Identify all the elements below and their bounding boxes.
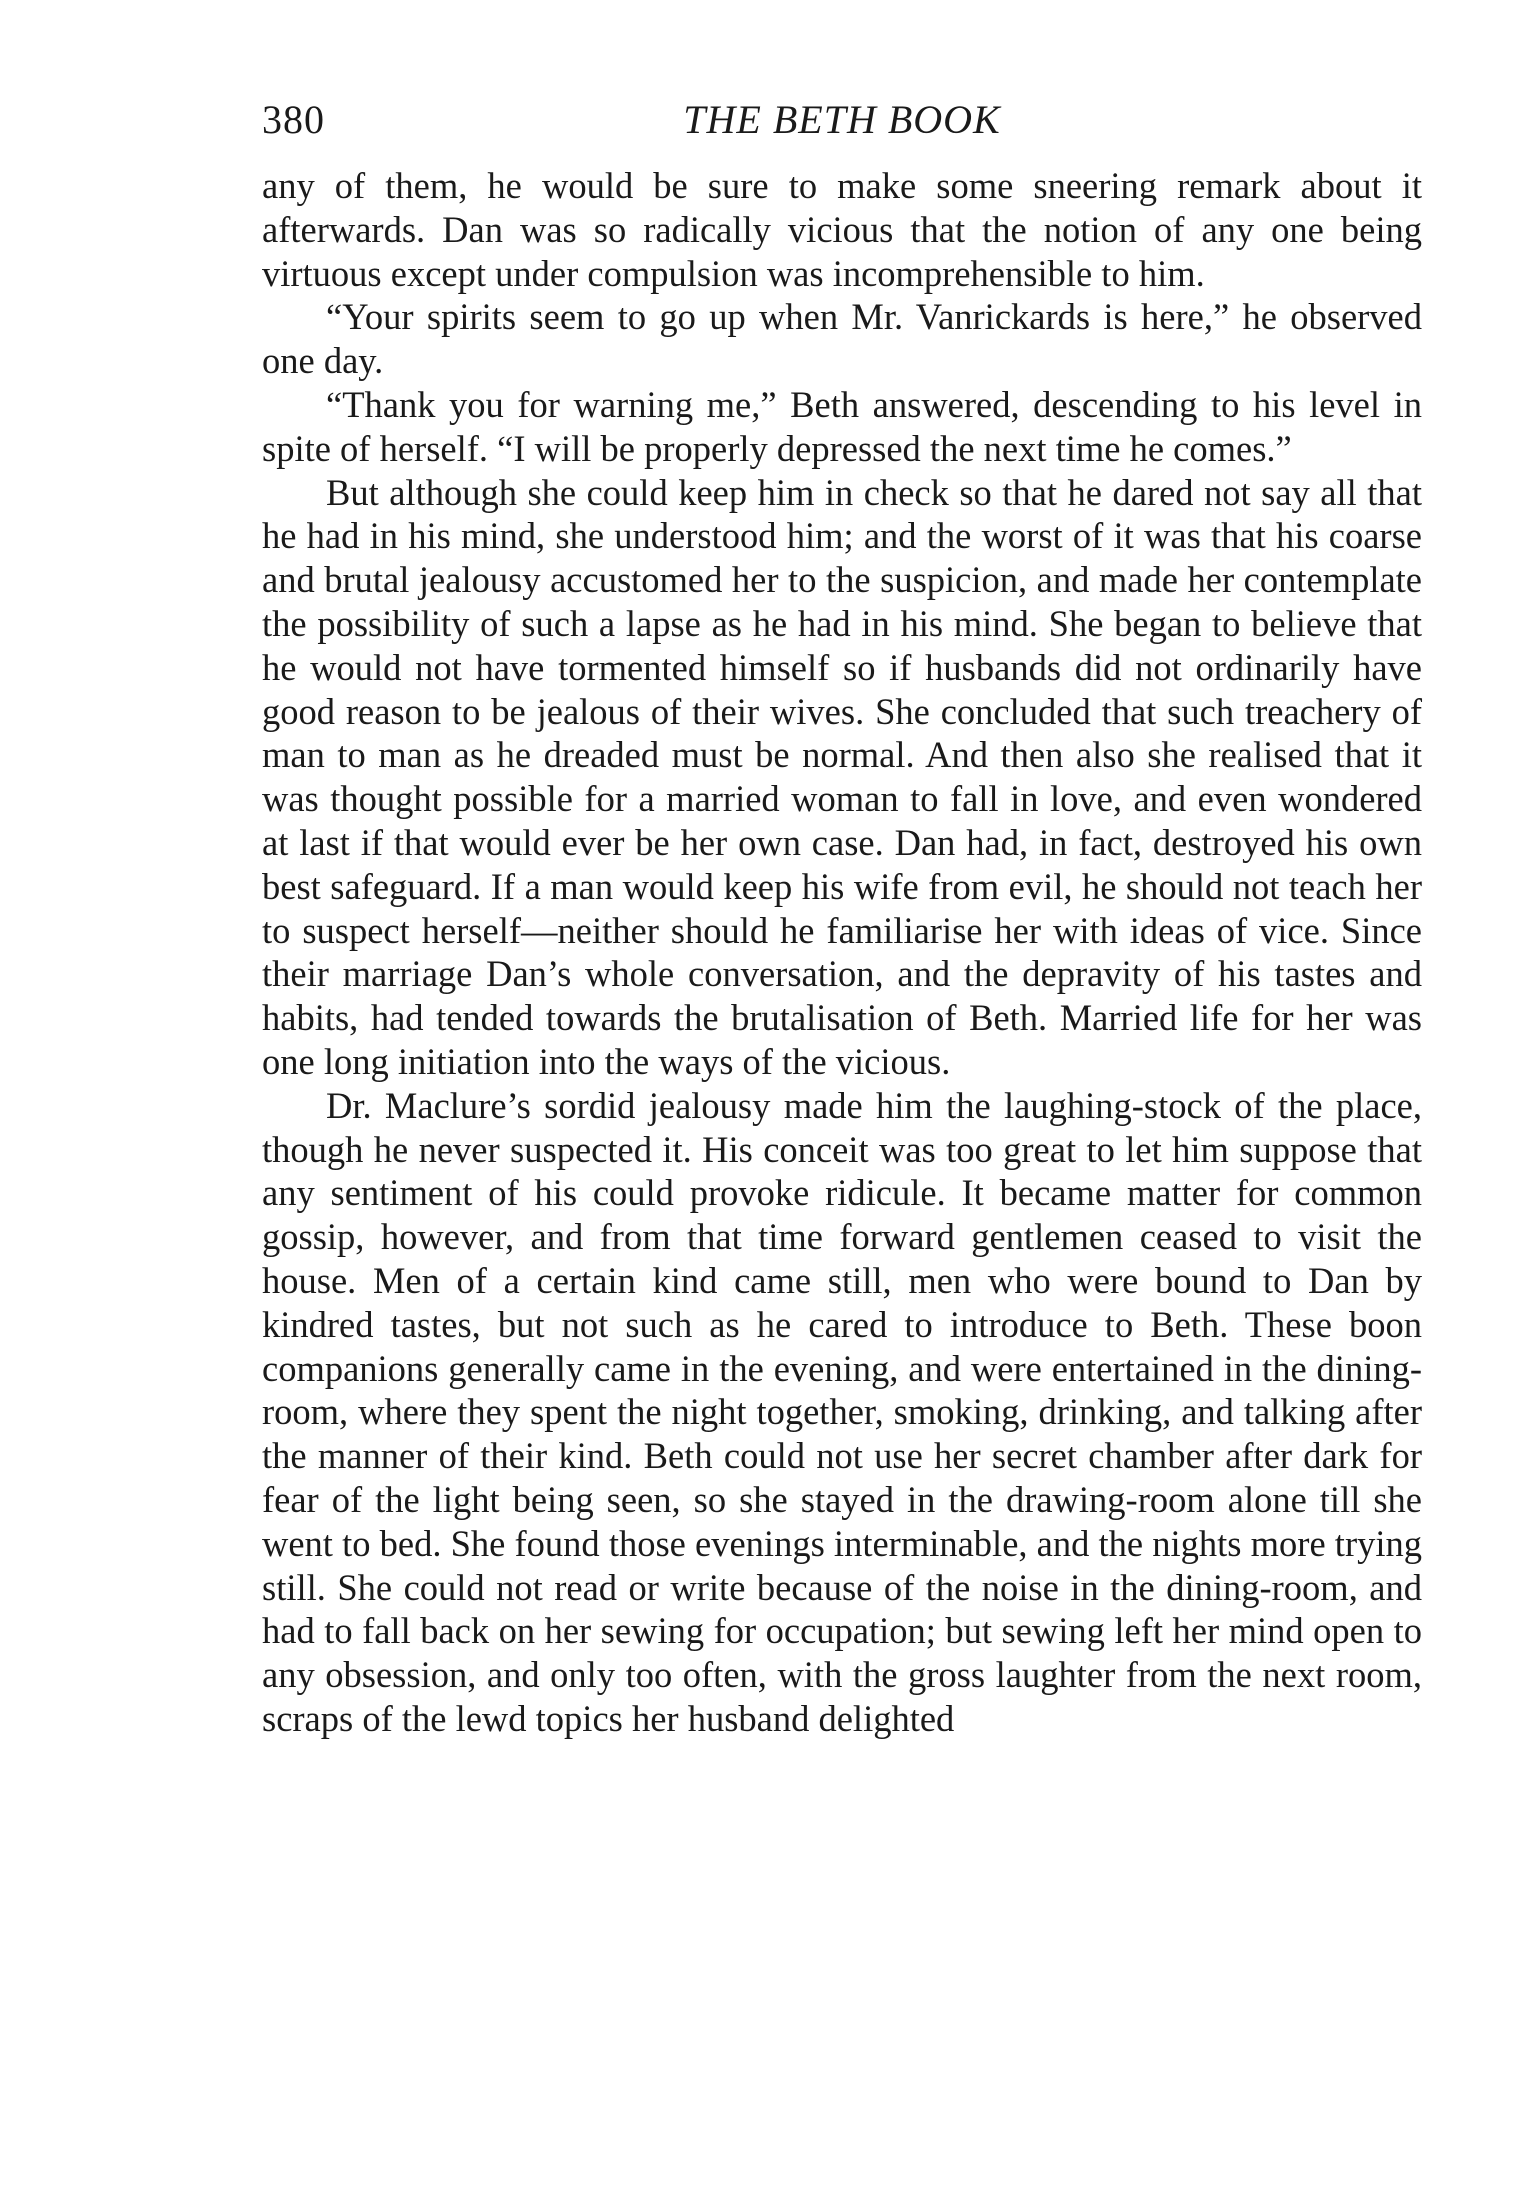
running-title: THE BETH BOOK [683, 97, 1001, 142]
paragraph-jealousy: But although she could keep him in check so that he dared not say all that he had in his mind, she understood him; and the worst of it was that his coarse and brutal jealousy accustomed her to the suspicion, and made her contemplate the possibility of such a lapse as he had in his mind. She began to believe that he would not have tormented himself so if husbands did not ordinarily have good reason to be jealous of their wives. She concluded that such treachery of man to man as he dreaded must be normal. And then also she realised that it was thought possible for a married woman to fall in love, and even wondered at last if that would ever be her own case. Dan had, in fact, destroyed his own best safeguard. If a man would keep his wife from evil, he should not teach her to suspect herself—neither should he familiarise her with ideas of vice. Since their marriage Dan’s whole conversation, and the depravity of his tastes and habits, had tended towards the brutalisation of Beth. Married life for her was one long initiation into the ways of the vicious. [262, 471, 1422, 1082]
paragraph-dialogue-beth: “Thank you for warning me,” Beth answered, descending to his level in spite of herself. “I will be properly depressed the next time he comes.” [262, 383, 1422, 469]
page-number: 380 [262, 97, 325, 142]
page-header [262, 92, 1422, 148]
paragraph-continuation: any of them, he would be sure to make some sneering remark about it afterwards. Dan was so radically vicious that the notion of any one being virtuous except under compulsion was incomprehensible to him. [262, 165, 1422, 294]
paragraph-maclure: Dr. Maclure’s sordid jealousy made him the laughing-stock of the place, though he never suspected it. His conceit was too great to let him suppose that any sentiment of his could provoke ridicule. It became matter for common gossip, however, and from that time forward gentlemen ceased to visit the house. Men of a certain kind came still, men who were bound to Dan by kindred tastes, but not such as he cared to introduce to Beth. These boon companions generally came in the evening, and were entertained in the dining-room, where they spent the night together, smoking, drinking, and talking after the manner of their kind. Beth could not use her secret chamber after dark for fear of the light being seen, so she stayed in the drawing-room alone till she went to bed. She found those evenings interminable, and the nights more trying still. She could not read or write because of the noise in the dining-room, and had to fall back on her sewing for occupation; but sewing left her mind open to any obsession, and only too often, with the gross laughter from the next room, scraps of the lewd topics her husband delighted [262, 1084, 1422, 1739]
body-text [262, 164, 1422, 1741]
paragraph-dialogue-dan: “Your spirits seem to go up when Mr. Vanrickards is here,” he observed one day. [262, 296, 1422, 382]
